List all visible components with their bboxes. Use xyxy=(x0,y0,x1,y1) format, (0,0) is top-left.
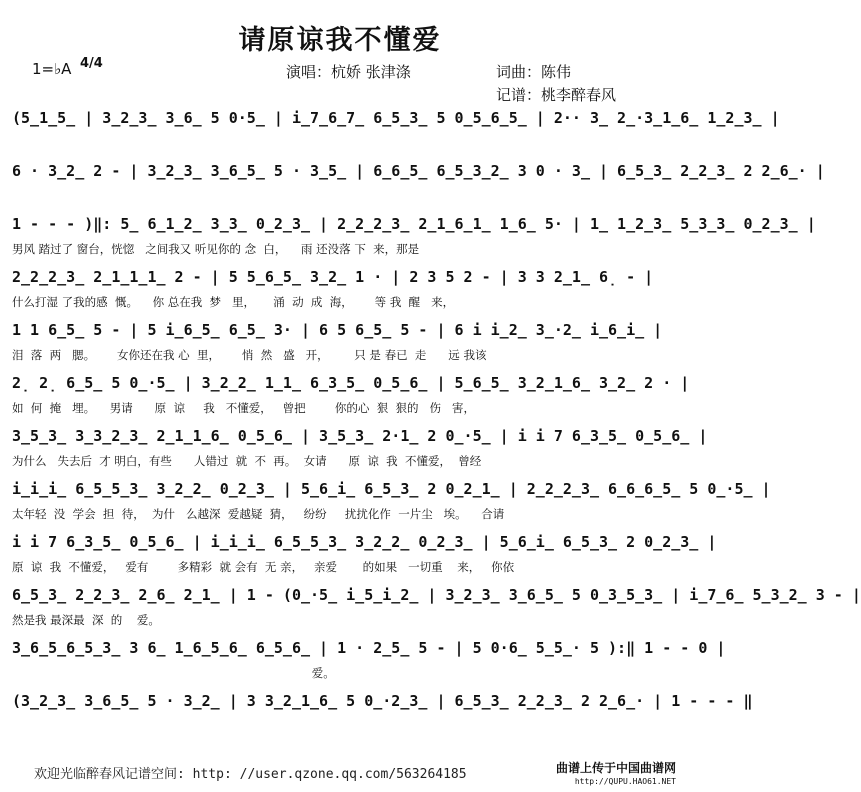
score-line xyxy=(12,318,668,371)
song-title: 请原谅我不懂爱 xyxy=(238,25,442,56)
notation-row: 2̲2̲2̲3̲ 2̲1̲1̲1̲ 2 - | 5 5̲6̲5̲ 3̲2̲ 1 · | 2 3 5 2 - | 3 3 2̲1̲ 6̣ - | xyxy=(12,268,654,286)
lyrics-row: 爱。 xyxy=(12,666,335,680)
site-watermark-title: 曲谱上传于中国曲谱网 xyxy=(555,761,676,775)
score-line xyxy=(12,636,726,689)
notation-row: 6 · 3̲2̲ 2 - | 3̲2̲3̲ 3̲6̲5̲ 5 · 3̲5̲ | 6̲6̲5̲ 6̲5̲3̲2̲ 3 0 · 3̲ | 6̲5̲3̲ 2̲2̲3̲ 2 2̲6̲· | xyxy=(12,162,825,180)
notation-row: 3̲5̲3̲ 3̲3̲2̲3̲ 2̲1̲1̲6̲ 0̲5̲6̲ | 3̲5̲3̲ 2·1̲ 2 0̲·5̲ | i i 7 6̲3̲5̲ 0̲5̲6̲ | xyxy=(12,427,708,445)
composer-credit: 词曲：陈伟 xyxy=(496,63,572,81)
notation-row: 3̲6̲5̲6̲5̲3̲ 3 6̲ 1̲6̲5̲6̲ 6̲5̲6̲ | 1 · 2̲5̲ 5 - | 5 0·6̲ 5̲5̲· 5 ):‖ 1 - - 0 | xyxy=(12,639,726,657)
notation-row: 2̣ 2̣ 6̲5̲ 5 0̲·5̲ | 3̲2̲2̲ 1̲1̲ 6̲3̲5̲ 0̲5̲6̲ | 5̲6̲5̲ 3̲2̲1̲6̲ 3̲2̲ 2 · | xyxy=(12,374,690,392)
score-line xyxy=(12,477,771,530)
lyrics-row xyxy=(12,717,668,735)
score-line xyxy=(12,212,816,265)
singers-credit: 演唱：杭娇 张津涤 xyxy=(286,63,411,81)
lyrics-row: 什么打湿 了我的感 慨。 你 总在我 梦 里， 涌 动 成 海， 等 我 醒 来， xyxy=(12,295,455,309)
transcriber-credit: 记谱：桃李醉春风 xyxy=(496,86,617,104)
lyrics-row xyxy=(12,134,668,152)
score-line xyxy=(12,106,780,159)
notation-row: 1 - - - )‖: 5̲ 6̲1̲2̲ 3̲3̲ 0̲2̲3̲ | 2̲2̲2̲3̲ 2̲1̲6̲1̲ 1̲6̲ 5· | 1̲ 1̲2̲3̲ 5̲3̲3̲ 0̲2̲3̲ | xyxy=(12,215,816,233)
score-line xyxy=(12,424,708,477)
notation-row: 6̲5̲3̲ 2̲2̲3̲ 2̲6̲ 2̲1̲ | 1 - (0̲·5̲ i̲5̲i̲2̲ | 3̲2̲3̲ 3̲6̲5̲ 5 0̲3̲5̲3̲ | i̲7̲6̲ 5̲3̲2̲ 3 - | xyxy=(12,586,861,604)
notation-row: 1 1 6̲5̲ 5 - | 5 i̲6̲5̲ 6̲5̲ 3· | 6 5 6̲5̲ 5 - | 6 i i̲2̲ 3̲·2̲ i̲6̲i̲ | xyxy=(12,321,663,339)
score-body xyxy=(12,106,861,742)
lyrics-row xyxy=(12,187,668,205)
score-line xyxy=(12,583,861,636)
lyrics-row: 然是我 最深最 深 的 爱。 xyxy=(12,613,160,627)
notation-row: i i 7 6̲3̲5̲ 0̲5̲6̲ | i̲i̲i̲ 6̲5̲5̲3̲ 3̲2̲2̲ 0̲2̲3̲ | 5̲6̲i̲ 6̲5̲3̲ 2 0̲2̲3̲ | xyxy=(12,533,717,551)
score-line xyxy=(12,530,717,583)
notation-row: (5̲1̲5̲ | 3̲2̲3̲ 3̲6̲ 5 0·5̲ | i̲7̲6̲7̲ 6̲5̲3̲ 5 0̲5̲6̲5̲ | 2·· 3̲ 2̲·3̲1̲6̲ 1̲2̲3̲ | xyxy=(12,109,780,127)
site-watermark xyxy=(556,762,676,788)
lyrics-row: 如 何 掩 埋。 男请 原 谅 我 不懂爱， 曾把 你的心 狠 狠的 伤 害， xyxy=(12,401,475,415)
lyrics-row: 男风 踏过了 窗台，恍惚 之间我又 听见你的 念 白， 雨 还没落 下 来，那是 xyxy=(12,242,420,256)
notation-row: i̲i̲i̲ 6̲5̲5̲3̲ 3̲2̲2̲ 0̲2̲3̲ | 5̲6̲i̲ 6̲5̲3̲ 2 0̲2̲1̲ | 2̲2̲2̲3̲ 6̲6̲6̲5̲ 5 0̲·5̲ | xyxy=(12,480,771,498)
key-signature: 1=♭A xyxy=(32,60,72,78)
site-watermark-url: http://QUPU.HAO61.NET xyxy=(574,777,676,786)
score-line xyxy=(12,689,753,742)
lyrics-row: 原 谅 我 不懂爱， 爱有 多精彩 就 会有 无 亲， 亲爱 的如果 一切重 来， 你依 xyxy=(12,560,515,574)
score-line xyxy=(12,371,690,424)
time-signature: 4/4 xyxy=(80,56,103,71)
score-line xyxy=(12,159,825,212)
lyrics-row: 泪 落 两 腮。 女你还在我 心 里， 悄 然 盛 开， 只 是 春已 走 远 我该 xyxy=(12,348,487,362)
notation-row: (3̲2̲3̲ 3̲6̲5̲ 5 · 3̲2̲ | 3 3̲2̲1̲6̲ 5 0̲·2̲3̲ | 6̲5̲3̲ 2̲2̲3̲ 2 2̲6̲· | 1 - - - ‖ xyxy=(12,692,753,710)
score-line xyxy=(12,265,668,318)
lyrics-row: 太年轻 没 学会 担 待， 为什 么越深 爱越疑 猜， 纷纷 扰扰化作 一片尘 埃。 合请 xyxy=(12,507,505,521)
footer-credit: 欢迎光临醉春风记谱空间: http: //user.qzone.qq.com/563264185 xyxy=(34,767,467,782)
lyrics-row: 为什么 失去后 才 明白，有些 人错过 就 不 再。 女请 原 谅 我 不懂爱， 曾经 xyxy=(12,454,482,468)
